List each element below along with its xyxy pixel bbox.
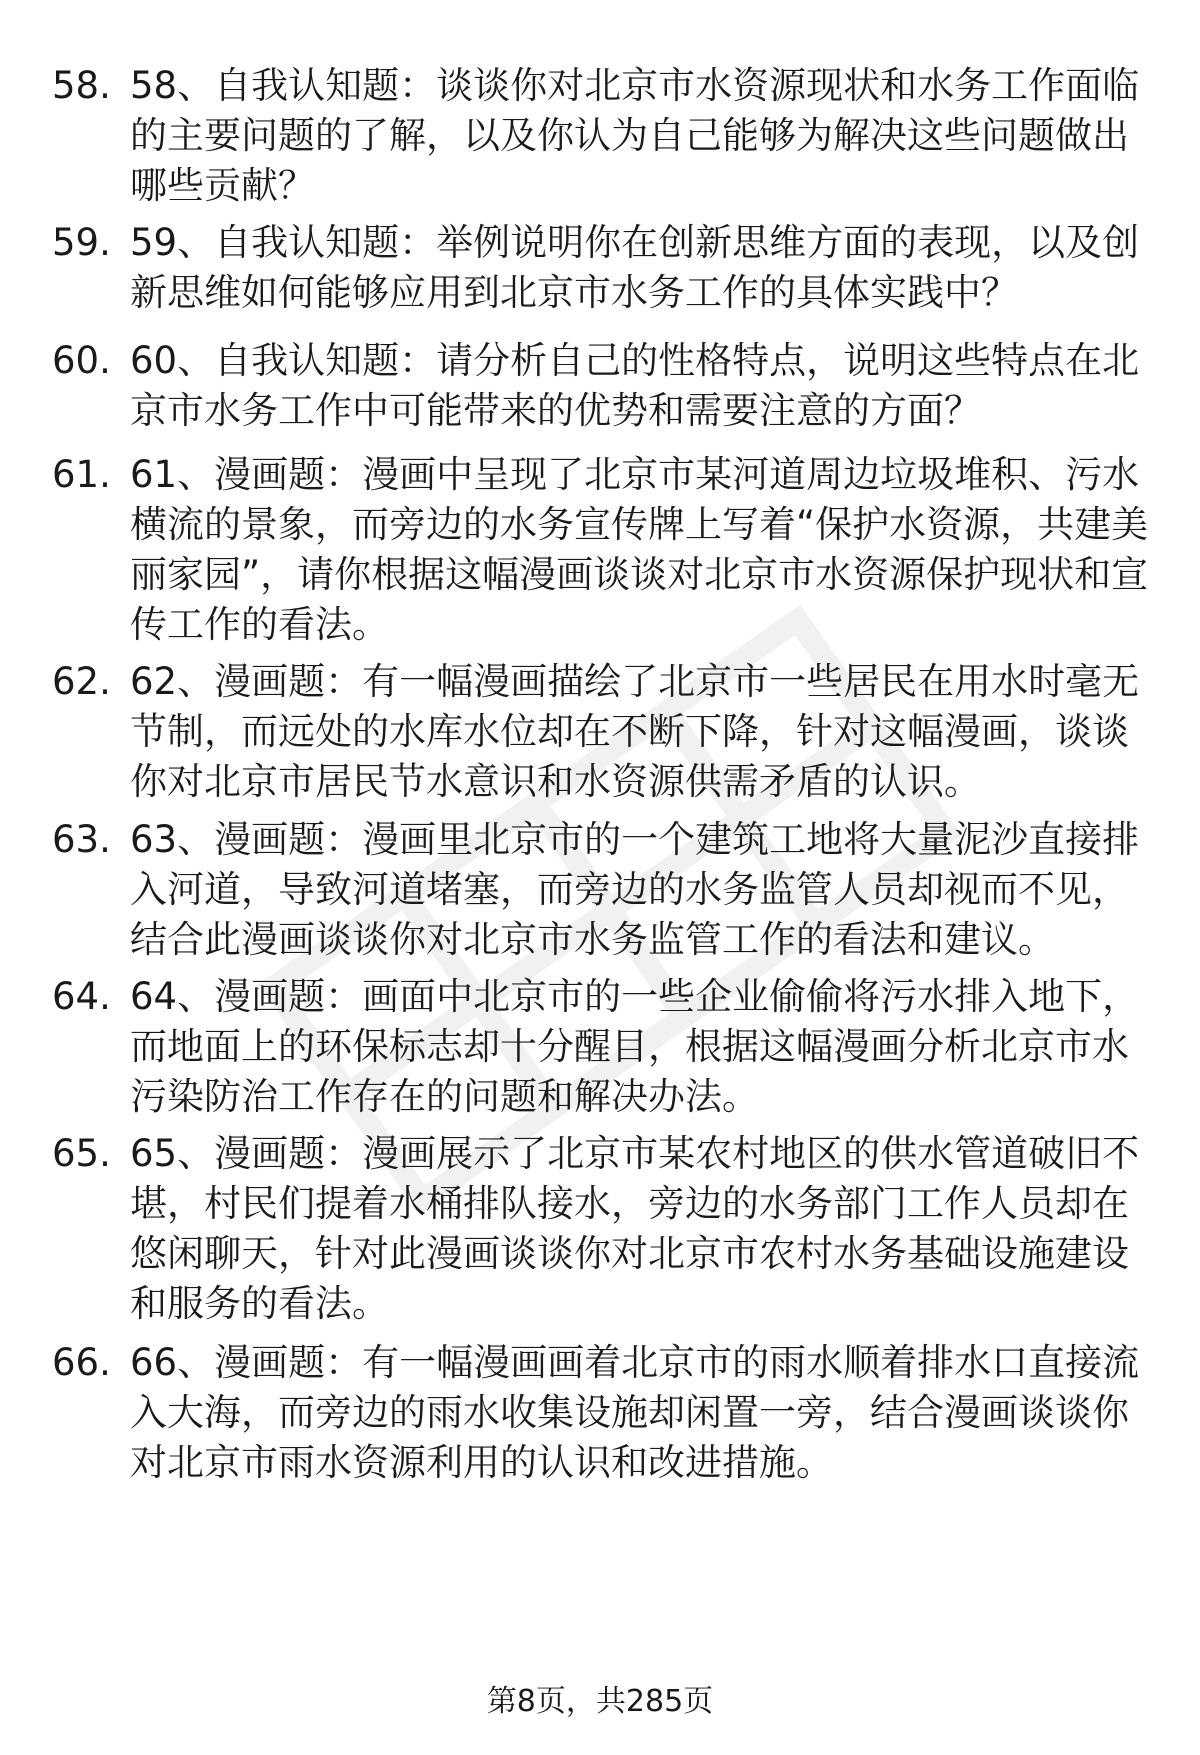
question-item	[52, 1338, 1152, 1488]
question-item	[52, 218, 1152, 318]
question-number: 60.	[52, 339, 111, 382]
question-item	[52, 815, 1152, 965]
question-text: 64、漫画题：画面中北京市的一些企业偷偷将污水排入地下，而地面上的环保标志却十分醒目，根据这幅漫画分析北京市水污染防治工作存在的问题和解决办法。	[130, 975, 1140, 1118]
question-item	[52, 1129, 1152, 1329]
question-item	[52, 450, 1152, 650]
question-text: 66、漫画题：有一幅漫画画着北京市的雨水顺着排水口直接流入大海，而旁边的雨水收集设施却闲置一旁，结合漫画谈谈你对北京市雨水资源利用的认识和改进措施。	[130, 1341, 1140, 1484]
question-text: 63、漫画题：漫画里北京市的一个建筑工地将大量泥沙直接排入河道，导致河道堵塞，而旁边的水务监管人员却视而不见，结合此漫画谈谈你对北京市水务监管工作的看法和建议。	[130, 818, 1140, 961]
question-text: 62、漫画题：有一幅漫画描绘了北京市一些居民在用水时毫无节制，而远处的水库水位却在不断下降，针对这幅漫画，谈谈你对北京市居民节水意识和水资源供需矛盾的认识。	[130, 660, 1140, 803]
question-item	[52, 657, 1152, 807]
question-item	[52, 61, 1152, 211]
question-text: 61、漫画题：漫画中呈现了北京市某河道周边垃圾堆积、污水横流的景象，而旁边的水务宣传牌上写着“保护水资源，共建美丽家园”，请你根据这幅漫画谈谈对北京市水资源保护现状和宣传工作的看法。	[130, 453, 1149, 646]
question-text: 58、自我认知题：谈谈你对北京市水资源现状和水务工作面临的主要问题的了解，以及你认为自己能够为解决这些问题做出哪些贡献？	[130, 64, 1140, 207]
question-number: 61.	[52, 453, 111, 496]
question-text: 65、漫画题：漫画展示了北京市某农村地区的供水管道破旧不堪，村民们提着水桶排队接水，旁边的水务部门工作人员却在悠闲聊天，针对此漫画谈谈你对北京市农村水务基础设施建设和服务的看法。	[130, 1132, 1140, 1325]
question-number: 58.	[52, 64, 111, 107]
question-number: 59.	[52, 221, 111, 264]
question-number: 64.	[52, 975, 111, 1018]
question-number: 63.	[52, 818, 111, 861]
question-text: 59、自我认知题：举例说明你在创新思维方面的表现，以及创新思维如何能够应用到北京市水务工作的具体实践中？	[130, 221, 1140, 314]
question-item	[52, 972, 1152, 1122]
question-number: 65.	[52, 1132, 111, 1175]
question-item	[52, 336, 1152, 436]
question-text: 60、自我认知题：请分析自己的性格特点，说明这些特点在北京市水务工作中可能带来的优势和需要注意的方面？	[130, 339, 1140, 432]
question-number: 62.	[52, 660, 111, 703]
question-number: 66.	[52, 1341, 111, 1384]
page-footer: 第8页，共285页	[486, 1684, 714, 1719]
